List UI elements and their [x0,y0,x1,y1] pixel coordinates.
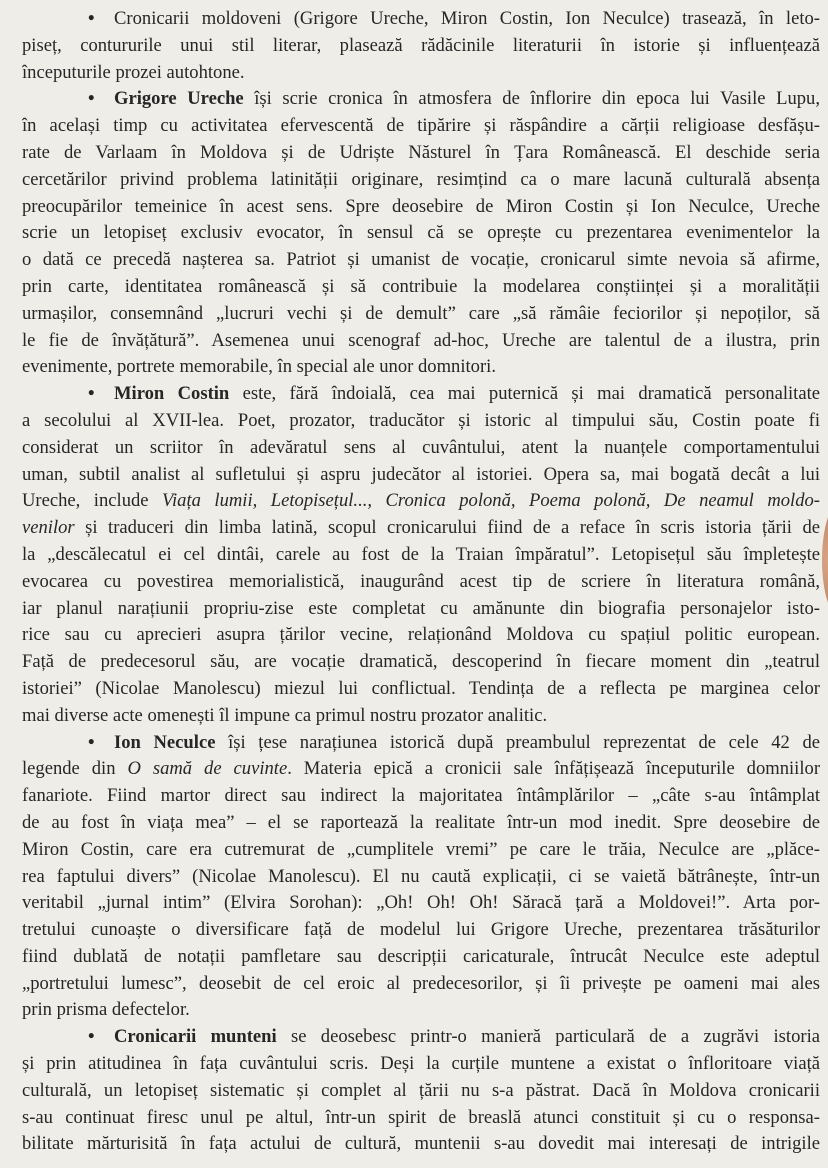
text-line [22,917,820,944]
bold-heading-text: Cronicarii munteni [114,1026,277,1048]
text-line [22,247,820,274]
body-text: istoriei” (Nicolae Manolescu) miezul lui conflictual. Tendința de a reflecta pe marginea celor [22,677,820,699]
body-text: de au fost în viața mea” – el se raportează la realitate într-un mod inedit. Spre deosebire de [22,811,820,833]
body-text: preocupărilor temeinice în acest sens. Spre deosebire de Miron Costin și Ion Neculce, Ureche [22,195,820,217]
italic-title-text: venilor [22,517,75,539]
body-text: evenimente, portrete memorabile, în special ale unor domnitori. [22,356,496,378]
text-line [22,33,820,60]
italic-title-text: Viața lumii, Letopisețul..., Cronica polonă, Poema polonă, De neamul moldo- [162,490,820,512]
body-text: este, fără îndoială, cea mai puternică și mai dramatică personalitate [229,383,820,405]
text-line [22,890,820,917]
body-text: considerat un scriitor în adevăratul sens al cuvântului, atent la nuanțele comportamentului [22,436,820,458]
body-text: . Materia epică a cronicii sale înfățișează începuturile domniilor [287,758,820,780]
paragraph-start-line [22,6,820,33]
body-text: cercetărilor privind problema latinității originare, resimțind ca o mare lacună culturală absența [22,168,820,190]
text-line [22,1105,820,1132]
body-text: rate de Varlaam în Moldova și de Udriște Năsturel în Țara Românească. El deschide seria [22,141,820,163]
text-line [22,140,820,167]
text-line [22,194,820,221]
bold-heading-text: Grigore Ureche [114,88,244,110]
body-text: se deosebesc printr-o manieră particulară de a zugrăvi istoria [276,1026,820,1048]
body-text: Față de predecesorul său, are vocație dramatică, descoperind în fiecare moment din „teatrul [22,651,820,673]
text-line [22,274,820,301]
text-line [22,676,820,703]
italic-title-text: O samă de cuvinte [127,758,288,780]
body-text: „portretului lumesc”, deosebit de cel eroic al predecesorilor, și îi privește pe oameni mai ales [22,972,820,994]
text-line [22,60,820,87]
body-text: piseț, contururile unui stil literar, plasează rădăcinile literaturii în istorie și influențează [22,34,820,56]
body-text: le fie de învățătură”. Asemenea unui scenograf ad-hoc, Ureche are talentul de a ilustra, prin [22,329,820,351]
document-page [22,6,820,1158]
body-text: și prin atitudinea în fața cuvântului scris. Deși la curțile muntene a existat o înfloritoare viață [22,1053,820,1075]
body-text: fanariote. Fiind martor direct sau indirect la majoritatea întâmplărilor – „câte s-au întâmplat [22,785,820,807]
text-line [22,462,820,489]
text-line [22,354,820,381]
finger-edge [822,500,828,620]
body-text: s-au continuat firesc unul pe altul, într-un spirit de breaslă atunci constituit și cu o responsa- [22,1106,820,1128]
bullet-icon: • [88,8,95,29]
text-line [22,864,820,891]
text-line [22,649,820,676]
text-line [22,435,820,462]
body-text: Ureche, include [22,490,163,512]
body-text: culturală, un letopiseț sistematic și complet al țării nu s-a păstrat. Dacă în Moldova cronicarii [22,1079,820,1101]
paragraph-start-line [22,1024,820,1051]
text-line [22,515,820,542]
body-text: a secolului al XVII-lea. Poet, prozator, traducător și istoric al timpului său, Costin poate fi [22,409,820,431]
bullet-icon: • [88,1026,95,1048]
body-text: iar planul narațiunii propriu-zise este completat cu amănunte din biografia personajelor isto- [22,597,820,619]
text-line [22,622,820,649]
body-text: bilitate mărturisită în fața actului de cultură, muntenii s-au dovedit mai interesați de intrigile [22,1133,820,1155]
body-text: rice sau cu aprecieri asupra țărilor vecine, relaționând Moldova cu spațiul politic european. [22,624,820,646]
text-line [22,1131,820,1158]
text-line [22,810,820,837]
paragraph-start-line [22,730,820,757]
text-line [22,488,820,515]
body-text: prin prisma defectelor. [22,999,190,1021]
body-text: mai diverse acte omenești îl impune ca primul nostru prozator analitic. [22,704,548,726]
bullet-icon: • [88,731,95,753]
bullet-icon: • [88,383,95,405]
bold-heading-text: Ion Neculce [114,731,216,753]
text-line [22,971,820,998]
body-text: la „descălecatul ei cel dintâi, carele au fost de la Traian împăratul”. Letopisețul său împletește [22,543,820,565]
text-line [22,1051,820,1078]
bold-heading-text: Miron Costin [114,383,230,405]
text-line [22,596,820,623]
text-line [22,328,820,355]
body-text: își scrie cronica în atmosfera de înflorire din epoca lui Vasile Lupu, [243,88,820,110]
body-text: își țese narațiunea istorică după preambulul reprezentat de cele 42 de [215,731,820,753]
body-text: urmașilor, consemnând „lucruri vechi și de demult” care „să rămâie feciorilor și nepoților, să [22,302,820,324]
text-line [22,167,820,194]
body-text: începuturile prozei autohtone. [22,61,245,83]
body-text: legende din [22,758,128,780]
text-line [22,837,820,864]
body-text: prin carte, identitatea românească și să contribuie la modelarea conștiinței și a moralității [22,275,820,297]
text-line [22,408,820,435]
text-line [22,113,820,140]
body-text: o dată ce precedă nașterea sa. Patriot și umanist de vocație, cronicarul simte nevoia să afirme, [22,249,820,271]
body-text: tretului cunoaște o diversificare față de modelul lui Grigore Ureche, prezentarea trăsăturilor [22,919,820,941]
bullet-icon: • [88,88,95,110]
body-text: Cronicarii moldoveni (Grigore Ureche, Miron Costin, Ion Neculce) trasează, în leto- [114,8,820,29]
text-line [22,542,820,569]
body-text: Miron Costin, care era cutremurat de „cumplitele vremi” pe care le trăia, Neculce are „plăce- [22,838,820,860]
text-line [22,569,820,596]
paragraph-start-line [22,86,820,113]
text-line [22,703,820,730]
text-line [22,944,820,971]
body-text: evocarea cu povestirea memorialistică, inaugurând acest tip de scriere în literatura română, [22,570,820,592]
text-line [22,783,820,810]
body-text: veritabil „jurnal intim” (Elvira Sorohan): „Oh! Oh! Oh! Săracă țară a Moldovei!”. Arta por- [22,892,820,914]
text-line [22,756,820,783]
paragraph-start-line [22,381,820,408]
body-text: în același timp cu activitatea efervescentă de tipărire și răspândire a cărții religioase desfășu- [22,115,820,137]
text-line [22,301,820,328]
text-line [22,220,820,247]
text-line [22,997,820,1024]
body-text: uman, subtil analist al sufletului și aspru judecător al istoriei. Opera sa, mai bogată decât a lui [22,463,820,485]
body-text: scrie un letopiseț exclusiv evocator, în sensul că se oprește cu prezentarea evenimentelor la [22,222,820,244]
body-text: și traduceri din limba latină, scopul cronicarului fiind de a reface în scris istoria țării de [74,517,820,539]
body-text: rea faptului divers” (Nicolae Manolescu). El nu caută explicații, ci se vaietă bătrânește, într-un [22,865,820,887]
text-line [22,1078,820,1105]
body-text: fiind dublată de notații pamfletare sau descripții caricaturale, întrucât Neculce este adeptul [22,945,820,967]
